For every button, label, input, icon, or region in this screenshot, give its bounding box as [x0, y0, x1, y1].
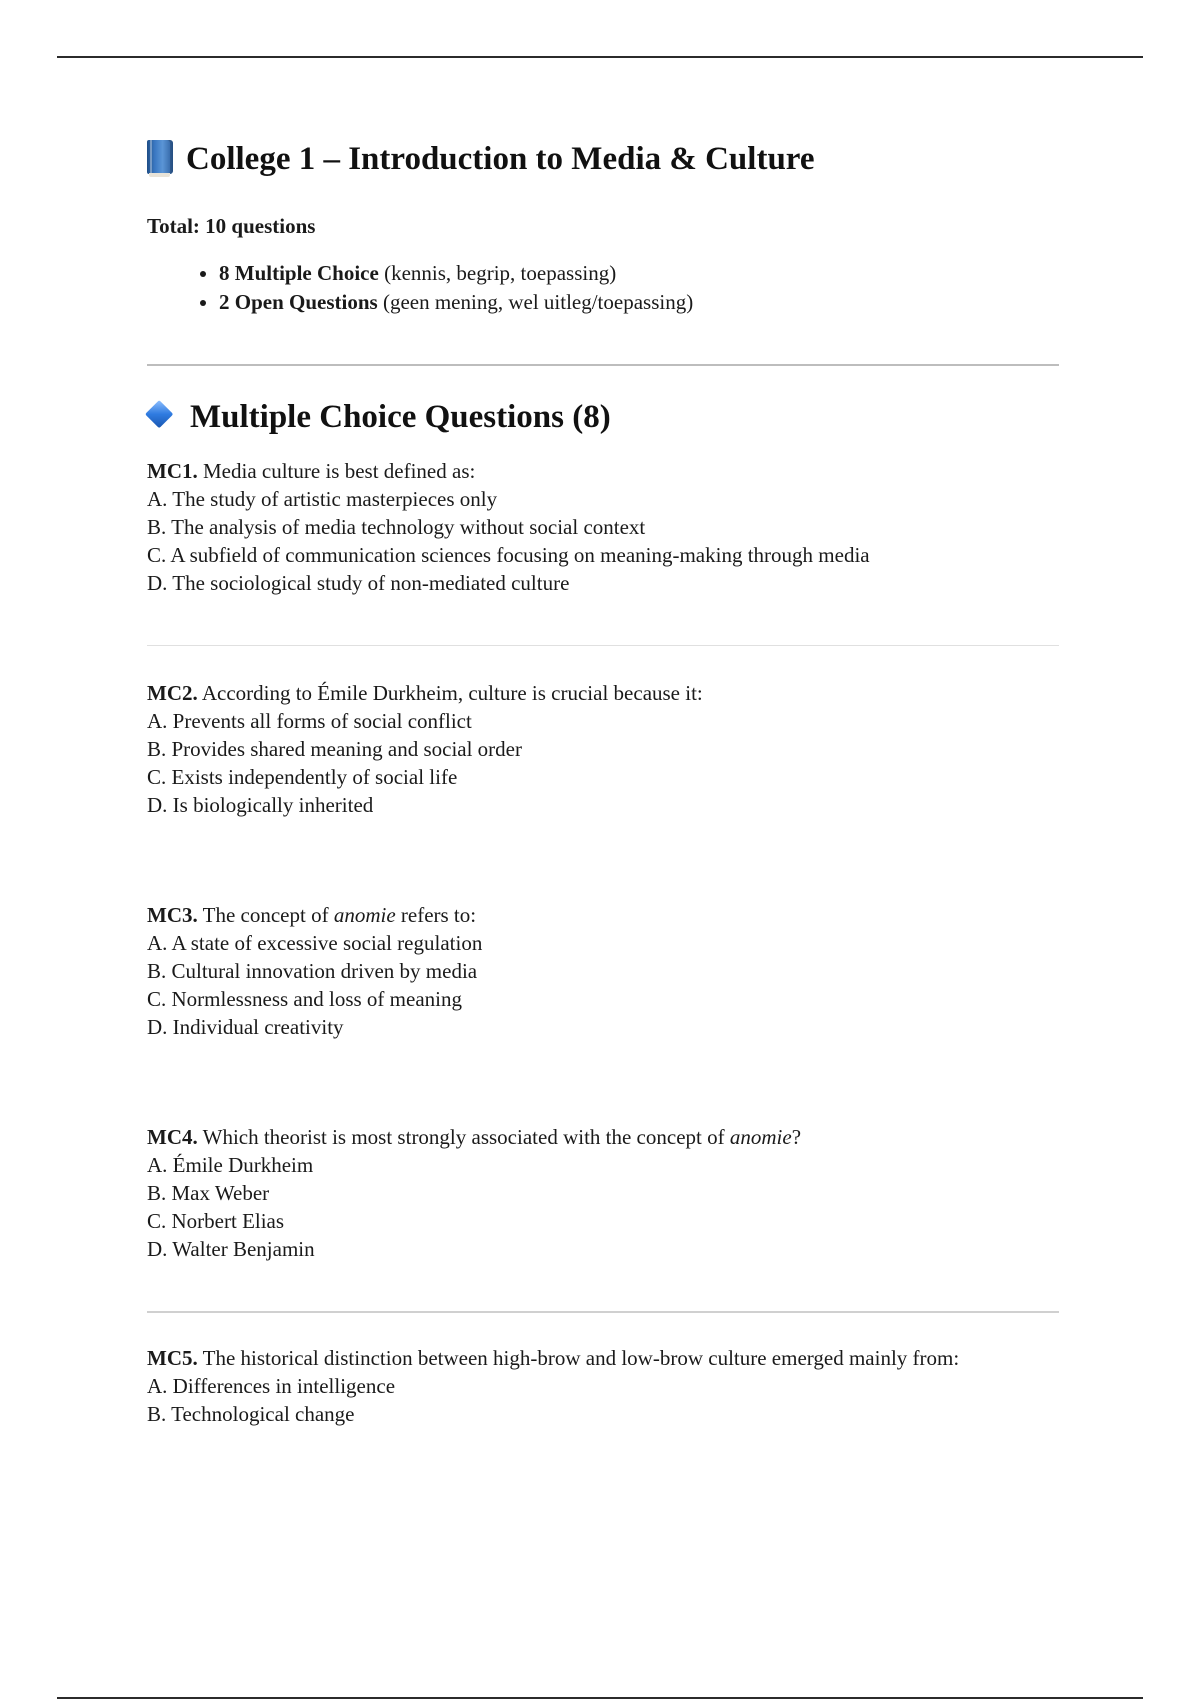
question-number: MC3.	[147, 903, 198, 928]
question-overview-list	[147, 259, 1059, 317]
question-text: Media culture is best defined as:	[197, 459, 476, 484]
answer-option: A. Prevents all forms of social conflict	[147, 709, 472, 734]
question-mc2	[147, 679, 1059, 819]
answer-option: A. Émile Durkheim	[147, 1153, 314, 1178]
answer-option: D. Is biologically inherited	[147, 793, 374, 818]
question-mc3	[147, 901, 1059, 1041]
question-text: According to Émile Durkheim, culture is crucial because it:	[197, 681, 703, 706]
section-title	[147, 398, 1059, 438]
question-text-emphasis: anomie	[729, 1125, 792, 1150]
page-title-text: College 1 – Introduction to Media & Culture	[186, 141, 815, 177]
question-stem	[147, 679, 1059, 707]
question-number: MC1.	[147, 459, 198, 484]
question-stem	[147, 1123, 1059, 1151]
answer-option: B. Max Weber	[147, 1181, 270, 1206]
question-number: MC5.	[147, 1346, 198, 1371]
overview-item-bold: 2 Open Questions	[219, 289, 378, 314]
answer-option: D. Individual creativity	[147, 1015, 344, 1040]
section-title-text: Multiple Choice Questions (8)	[190, 398, 611, 435]
question-divider	[147, 645, 1059, 646]
answer-option: B. Cultural innovation driven by media	[147, 959, 478, 984]
question-text: The historical distinction between high-brow and low-brow culture emerged mainly from:	[197, 1346, 960, 1371]
page-bottom-rule	[57, 1697, 1143, 1699]
question-mc1	[147, 457, 1059, 597]
section-divider	[147, 364, 1059, 366]
total-questions: Total: 10 questions	[147, 213, 316, 238]
question-text-start: The concept of	[197, 903, 334, 928]
overview-item-rest: (kennis, begrip, toepassing)	[378, 260, 617, 285]
answer-option: C. A subfield of communication sciences focusing on meaning-making through media	[147, 543, 870, 568]
page-top-rule	[57, 56, 1143, 58]
answer-option: B. Provides shared meaning and social order	[147, 737, 522, 762]
overview-item	[219, 288, 1059, 317]
blue-diamond-icon	[145, 400, 173, 428]
question-number: MC4.	[147, 1125, 198, 1150]
page-title	[147, 140, 1059, 180]
answer-option: B. Technological change	[147, 1402, 355, 1427]
question-text-end: ?	[791, 1125, 802, 1150]
question-stem	[147, 901, 1059, 929]
answer-option: B. The analysis of media technology without social context	[147, 515, 646, 540]
answer-option: D. Walter Benjamin	[147, 1237, 315, 1262]
blue-book-icon	[147, 140, 173, 174]
question-divider	[147, 1311, 1059, 1313]
answer-option: C. Normlessness and loss of meaning	[147, 987, 462, 1012]
overview-item-rest: (geen mening, wel uitleg/toepassing)	[377, 289, 694, 314]
answer-option: A. The study of artistic masterpieces only	[147, 487, 498, 512]
question-stem	[147, 457, 1059, 485]
question-mc5	[147, 1344, 1059, 1428]
question-text-start: Which theorist is most strongly associated with the concept of	[197, 1125, 730, 1150]
overview-item	[219, 259, 1059, 288]
question-number: MC2.	[147, 681, 198, 706]
question-text-emphasis: anomie	[333, 903, 396, 928]
question-text-end: refers to:	[395, 903, 477, 928]
document-content	[147, 140, 1059, 1428]
question-mc4	[147, 1123, 1059, 1263]
answer-option: C. Norbert Elias	[147, 1209, 285, 1234]
answer-option: A. A state of excessive social regulation	[147, 931, 483, 956]
question-stem	[147, 1344, 1059, 1372]
answer-option: C. Exists independently of social life	[147, 765, 458, 790]
answer-option: A. Differences in intelligence	[147, 1374, 396, 1399]
overview-item-bold: 8 Multiple Choice	[219, 260, 379, 285]
answer-option: D. The sociological study of non-mediated culture	[147, 571, 570, 596]
